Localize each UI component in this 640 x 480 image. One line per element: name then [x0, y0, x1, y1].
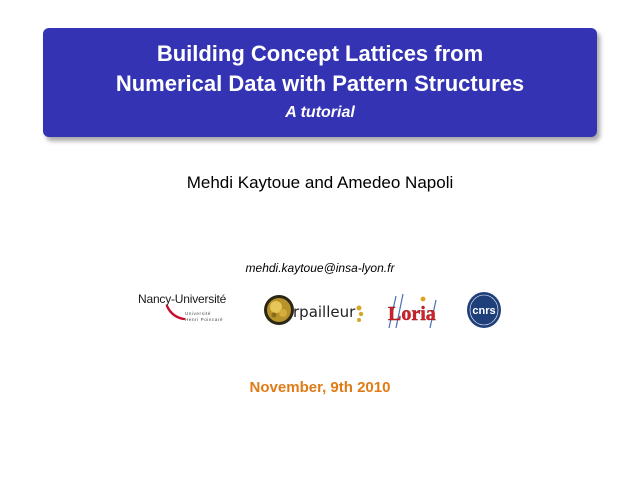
title-block: [43, 28, 597, 137]
loria-logo: [386, 290, 442, 330]
orpailleur-logo: [263, 290, 363, 332]
nancy-sub-line1: Université: [185, 311, 212, 316]
cnrs-text: cnrs: [472, 305, 496, 317]
nancy-logo-title: Nancy-Université: [138, 292, 227, 306]
title-line-1: Building Concept Lattices from: [156, 41, 484, 66]
cnrs-badge: [466, 291, 502, 329]
nancy-universite-logo: [138, 292, 238, 328]
loria-text: Loria: [388, 303, 436, 325]
logo-row: [0, 286, 640, 336]
cnrs-logo: [466, 291, 502, 334]
nancy-sub-line2: Henri Poincaré: [185, 317, 224, 322]
loria-lettering: [386, 290, 442, 330]
title-line-2: Numerical Data with Pattern Structures: [115, 71, 525, 96]
author-email: mehdi.kaytoue@insa-lyon.fr: [245, 261, 395, 275]
orpailleur-text: rpailleur: [293, 303, 356, 321]
presentation-date: November, 9th 2010: [249, 379, 391, 396]
nancy-logo-subtitle: [185, 311, 223, 323]
nugget-dots-icon: [355, 305, 365, 325]
authors: Mehdi Kaytoue and Amedeo Napoli: [186, 173, 454, 192]
nancy-swoosh-icon: [166, 305, 186, 321]
gold-nugget-icon: [263, 293, 295, 327]
subtitle: A tutorial: [285, 104, 355, 121]
